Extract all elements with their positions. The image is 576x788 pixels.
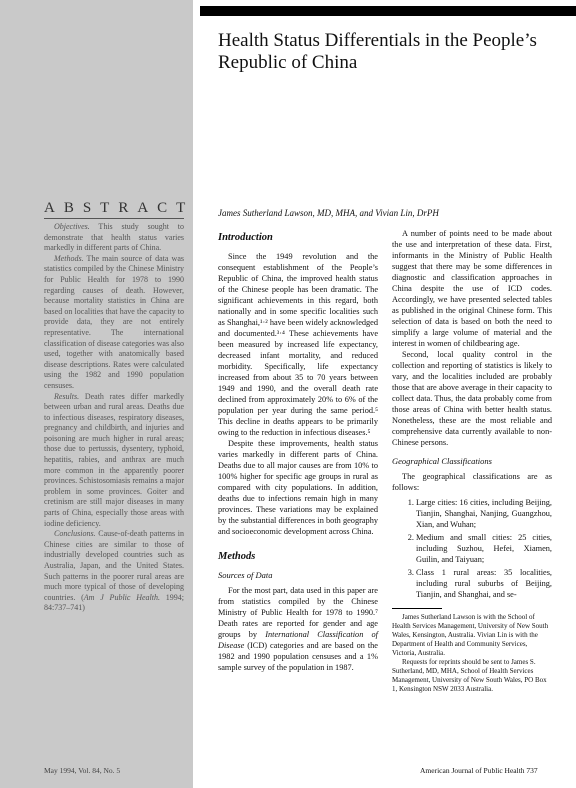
footer-journal-page: American Journal of Public Health 737 [420,766,538,775]
footnote-rule [392,608,442,609]
paragraph: The geographical classifications are as follows: [392,472,552,492]
abstract-conclusions: Conclusions. Cause-of-death patterns in Chinese cities are similar to those of industrially developed countries such as Australia, Japan, and the United States. Such patterns in the poorer rural areas are much more typical of those of developing countries. (Am J Public Health. 1994; 84:737–741) [44,529,185,613]
section-heading-methods: Methods [218,551,256,562]
top-bar [200,6,576,16]
body-column-2 [392,228,552,694]
list-item: 2. Medium and small cities: 25 cities, including Suzhou, Hefei, Xiamen, Guilin, and Taiyuan; [416,532,552,565]
author-affiliation-note: James Sutherland Lawson is with the School of Health Services Management, University of New South Wales, Kensington, Australia. Vivian Lin is with the Department of Health and Community Services, Victoria, Australia. [392,613,549,657]
section-heading-introduction: Introduction [218,232,273,243]
abstract-text [44,222,184,614]
paragraph: A number of points need to be made about the use and interpretation of these data. First, informants in the Ministry of Public Health suggest that there may be some differences in diagnostic and classification approaches in China despite the use of ICD codes. Accordingly, we have presented selected tables as published in the original Chinese form. This selection of data is based on both the need to simplify a large volume of material and the interest in women of childbearing age. [392,229,552,348]
paragraph: Second, local quality control in the collection and reporting of statistics is likely to vary, and the localities included are probably those that are above average in their capacity to collect data. Thus, the data probably come from those areas of China with better health status. Nonetheless, these are the most reliable and comprehensive data currently available to non-Chinese persons. [392,350,552,447]
authors: James Sutherland Lawson, MD, MHA, and Vivian Lin, DrPH [218,208,439,218]
abstract-heading: ABSTRACT [44,200,195,216]
subheading-geographical: Geographical Classifications [392,456,492,466]
footer-issue: May 1994, Vol. 84, No. 5 [44,766,121,775]
list-item: 3. Class 1 rural areas: 35 localities, including rural suburbs of Beijing, Tianjin, and Shanghai, and se- [416,567,552,600]
body-column-1 [218,230,378,673]
subheading-sources: Sources of Data [218,570,273,580]
abstract-rule [44,218,184,219]
paragraph: Despite these improvements, health status varies markedly in different parts of China. Deaths due to all major causes are from 10% to 100% higher for specific age groups in rural as compared with city populations. In addition, deaths due to infections remain high in many provinces. These variations may be explained by the substantial differences in both geography and socioeconomic development across China. [218,439,378,536]
article-title: Health Status Differentials in the People’s Republic of China [218,30,537,73]
abstract-results: Results. Death rates differ markedly between urban and rural areas. Deaths due to infectious diseases, respiratory diseases, pregnancy and childbirth, and injuries and poisoning are much higher in rural areas; those due to pertussis, dysentery, typhoid, hepatitis, rabies, and anthrax are much more common in the apparently poorer provinces. Schistosomiasis remains a major problem in some provinces. Goiter and cretinism are still major diseases in many parts of China, especially those areas with iodine deficiency. [44,391,184,528]
list-item: 1. Large cities: 16 cities, including Beijing, Tianjin, Shanghai, Nanjing, Guangzhou, Xian, and Wuhan; [416,497,552,530]
classification-list [392,497,552,600]
abstract-objectives: Objectives. This study sought to demonstrate that health status varies markedly in different parts of China. [44,222,184,253]
abstract-methods: Methods. The main source of data was statistics compiled by the Chinese Ministry for Public Health for 1978 to 1990 regarding causes of death. However, because mortality statistics in China are based on localities that have the capacity to provide data, they are not entirely representative. The international classification of disease categories was also used, together with anatomically based disease descriptions. Rates were calculated using the 1982 and 1990 population censuses. [44,253,184,390]
paragraph: For the most part, data used in this paper are from statistics compiled by the Chinese Ministry of Public Health for 1978 to 1990.⁷ Death rates are reported for gender and age groups by International Classification of Disease (ICD) categories and are based on the 1982 and 1990 population censuses and a 1% sample survey of the population in 1987. [218,586,378,672]
paragraph: Since the 1949 revolution and the consequent establishment of the People’s Republic of China, the improved health status of the Chinese people has been dramatic. The significant achievements in this regard, both nationally and in some specific localities such as Shanghai,¹·² have been widely acknowledged and documented.³·⁴ These achievements have been measured by increased life expectancy, decreased infant mortality, and reduced morbidity. Specifically, life expectancy increased from about 35 to 70 years between 1949 and 1990, and the overall death rate declined from approximately 20% to 6% of the population per year during the same period.⁵ This decline in deaths appears to be primarily owing to the reduction in infectious diseases.⁵ [218,252,378,437]
reprint-request-note: Requests for reprints should be sent to James S. Sutherland, MD, MHA, School of Health Services Management, University of New South Wales, PO Box 1, Kensington NSW 2033 Australia. [392,658,547,693]
